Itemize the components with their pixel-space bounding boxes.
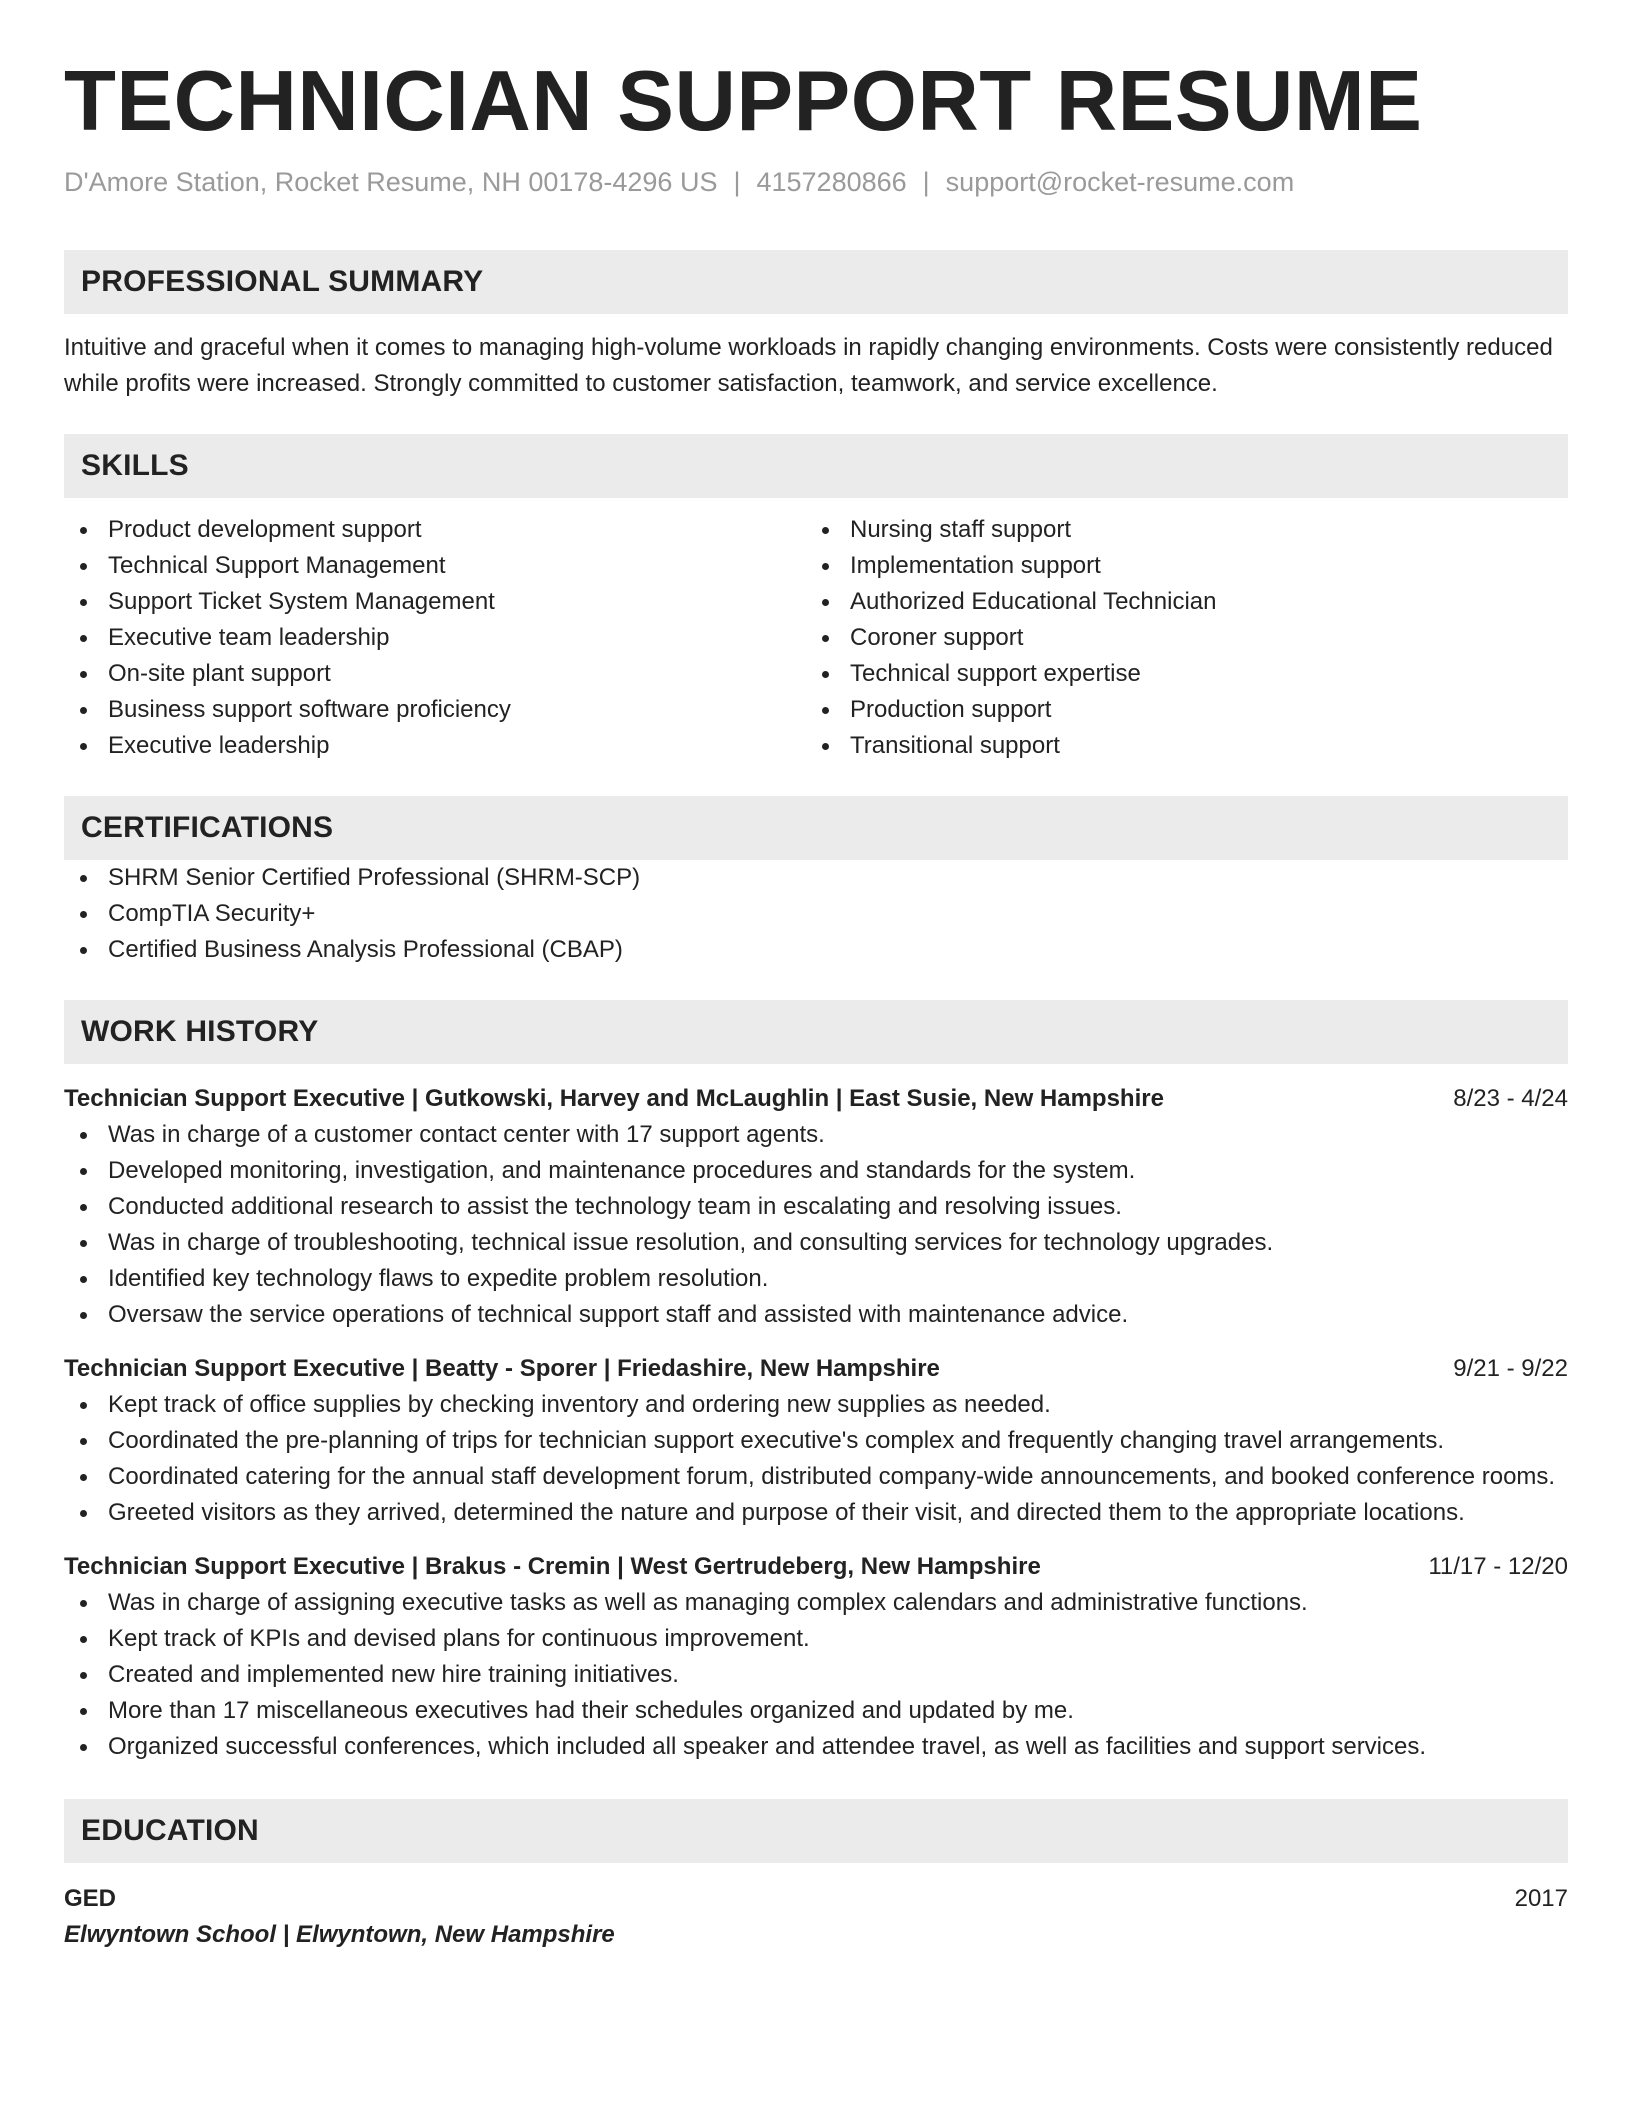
skill-item: Transitional support — [806, 728, 1548, 764]
job-bullets — [64, 1387, 1568, 1531]
job-bullet: Oversaw the service operations of technical support staff and assisted with maintenance advice. — [64, 1297, 1568, 1333]
job-title: Technician Support Executive | Beatty - Sporer | Friedashire, New Hampshire — [64, 1355, 940, 1382]
job-dates: 8/23 - 4/24 — [1453, 1085, 1568, 1112]
contact-separator: | — [922, 167, 930, 197]
skill-item: Technical support expertise — [806, 656, 1548, 692]
skills-grid — [64, 512, 1568, 764]
job-title: Technician Support Executive | Brakus - Cremin | West Gertrudeberg, New Hampshire — [64, 1553, 1041, 1580]
contact-address: D'Amore Station, Rocket Resume, NH 00178-4296 US — [64, 167, 718, 197]
education-degree: GED — [64, 1885, 117, 1912]
contact-line — [64, 164, 1568, 200]
skill-item: Technical Support Management — [64, 548, 806, 584]
job-title: Technician Support Executive | Gutkowski, Harvey and McLaughlin | East Susie, New Hampshire — [64, 1085, 1164, 1112]
certification-item: Certified Business Analysis Professional (CBAP) — [64, 932, 1568, 968]
skill-item: Business support software proficiency — [64, 692, 806, 728]
section-header-work-history: WORK HISTORY — [64, 1000, 1568, 1064]
job-bullet: Organized successful conferences, which included all speaker and attendee travel, as well as facilities and support services. — [64, 1729, 1568, 1765]
job-bullet: Created and implemented new hire training initiatives. — [64, 1657, 1568, 1693]
skill-item: Authorized Educational Technician — [806, 584, 1548, 620]
education-school: Elwyntown School | Elwyntown, New Hampshire — [64, 1921, 615, 1948]
section-header-summary: PROFESSIONAL SUMMARY — [64, 250, 1568, 314]
contact-separator: | — [733, 167, 741, 197]
certification-item: SHRM Senior Certified Professional (SHRM-SCP) — [64, 860, 1568, 896]
skill-item: Nursing staff support — [806, 512, 1548, 548]
job-bullet: Coordinated the pre-planning of trips for technician support executive's complex and frequently changing travel arrangements. — [64, 1423, 1568, 1459]
section-header-education: EDUCATION — [64, 1799, 1568, 1863]
job-bullet: Identified key technology flaws to expedite problem resolution. — [64, 1261, 1568, 1297]
skill-item: Coroner support — [806, 620, 1548, 656]
skill-item: Production support — [806, 692, 1548, 728]
certification-item: CompTIA Security+ — [64, 896, 1568, 932]
section-header-certifications: CERTIFICATIONS — [64, 796, 1568, 860]
skill-item: Product development support — [64, 512, 806, 548]
education-year: 2017 — [1514, 1885, 1568, 1912]
job-dates: 11/17 - 12/20 — [1428, 1553, 1568, 1580]
skill-item: Executive leadership — [64, 728, 806, 764]
resume-title: TECHNICIAN SUPPORT RESUME — [64, 54, 1423, 149]
job-bullet: Greeted visitors as they arrived, determined the nature and purpose of their visit, and directed them to the appropriate locations. — [64, 1495, 1568, 1531]
job-bullet: Kept track of KPIs and devised plans for continuous improvement. — [64, 1621, 1568, 1657]
job-bullet: Developed monitoring, investigation, and maintenance procedures and standards for the system. — [64, 1153, 1568, 1189]
job-bullet: Was in charge of assigning executive tasks as well as managing complex calendars and administrative functions. — [64, 1585, 1568, 1621]
job-bullet: Was in charge of a customer contact center with 17 support agents. — [64, 1117, 1568, 1153]
job-header — [64, 1081, 1568, 1117]
job-header — [64, 1549, 1568, 1585]
job-header — [64, 1351, 1568, 1387]
contact-phone: 4157280866 — [756, 167, 907, 197]
job-bullets — [64, 1117, 1568, 1333]
skills-list-right — [806, 512, 1548, 764]
job-bullets — [64, 1585, 1568, 1765]
skill-item: Implementation support — [806, 548, 1548, 584]
job-bullet: Was in charge of troubleshooting, technical issue resolution, and consulting services for technology upgrades. — [64, 1225, 1568, 1261]
job-bullet: More than 17 miscellaneous executives had their schedules organized and updated by me. — [64, 1693, 1568, 1729]
skill-item: Support Ticket System Management — [64, 584, 806, 620]
summary-text: Intuitive and graceful when it comes to managing high-volume workloads in rapidly changing environments. Costs were consistently reduced while profits were increased. Strongly committed to customer satisfaction, teamwork, and service excellence. — [64, 334, 1553, 397]
certifications-list — [64, 860, 1568, 968]
skill-item: On-site plant support — [64, 656, 806, 692]
contact-email: support@rocket-resume.com — [945, 167, 1295, 197]
job-dates: 9/21 - 9/22 — [1453, 1355, 1568, 1382]
section-header-skills: SKILLS — [64, 434, 1568, 498]
job-bullet: Coordinated catering for the annual staff development forum, distributed company-wide announcements, and booked conference rooms. — [64, 1459, 1568, 1495]
skills-list-left — [64, 512, 806, 764]
job-bullet: Kept track of office supplies by checking inventory and ordering new supplies as needed. — [64, 1387, 1568, 1423]
skill-item: Executive team leadership — [64, 620, 806, 656]
education-header — [64, 1881, 1568, 1917]
job-bullet: Conducted additional research to assist the technology team in escalating and resolving issues. — [64, 1189, 1568, 1225]
